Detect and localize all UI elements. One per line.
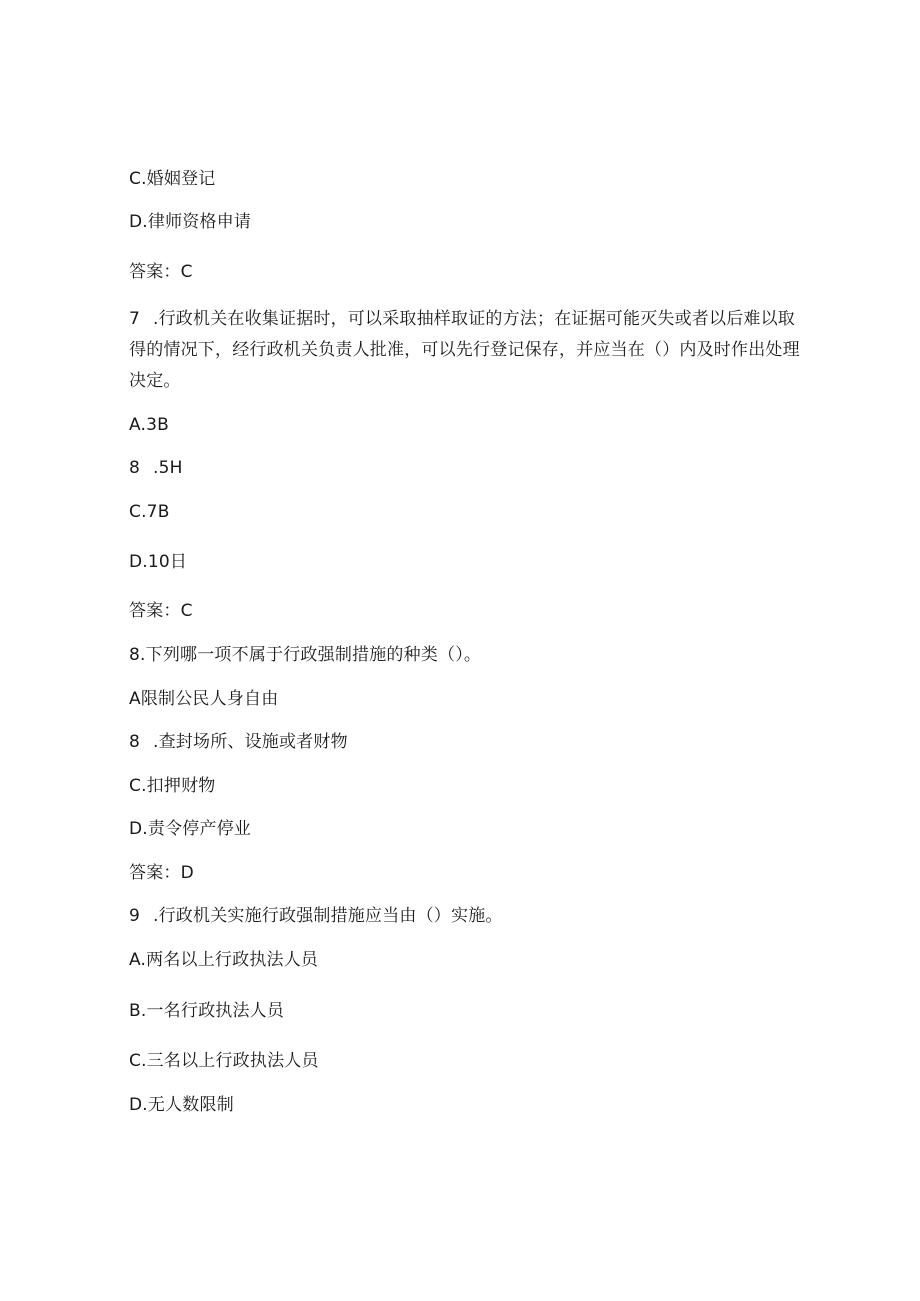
- question-line: 7 .行政机关在收集证据时，可以采取抽样取证的方法；在证据可能灭失或者以后难以取: [129, 309, 796, 329]
- option-line: C.三名以上行政执法人员: [129, 1051, 319, 1071]
- question-number: 8: [129, 732, 141, 752]
- answer-line: 答案：D: [129, 863, 194, 883]
- option-line: B.一名行政执法人员: [129, 1001, 285, 1021]
- question-line: 9 .行政机关实施行政强制措施应当由（）实施。: [129, 906, 503, 926]
- option-line: A.3B: [129, 415, 170, 435]
- question-line: 8.下列哪一项不属于行政强制措施的种类（）。: [129, 645, 482, 665]
- option-line: A限制公民人身自由: [129, 689, 279, 709]
- answer-line: 答案：C: [129, 262, 193, 282]
- option-line: A.两名以上行政执法人员: [129, 950, 319, 970]
- option-line: D.无人数限制: [129, 1095, 234, 1115]
- question-line: 决定。: [129, 371, 181, 391]
- answer-line: 答案：C: [129, 601, 193, 621]
- option-line: C.婚姻登记: [129, 169, 216, 189]
- question-line: 得的情况下，经行政机关负责人批准，可以先行登记保存，并应当在（）内及时作出处理: [129, 340, 800, 360]
- option-line: 8 .5H: [129, 458, 183, 478]
- question-number: 8: [129, 458, 141, 478]
- option-line: C.扣押财物: [129, 776, 216, 796]
- option-line: D.责令停产停业: [129, 819, 252, 839]
- option-line: 8 .查封场所、设施或者财物: [129, 732, 348, 752]
- option-line: D.律师资格申请: [129, 212, 252, 232]
- question-number: 7: [129, 309, 141, 329]
- option-line: C.7B: [129, 502, 170, 522]
- question-number: 9: [129, 906, 141, 926]
- option-line: D.10日: [129, 552, 188, 572]
